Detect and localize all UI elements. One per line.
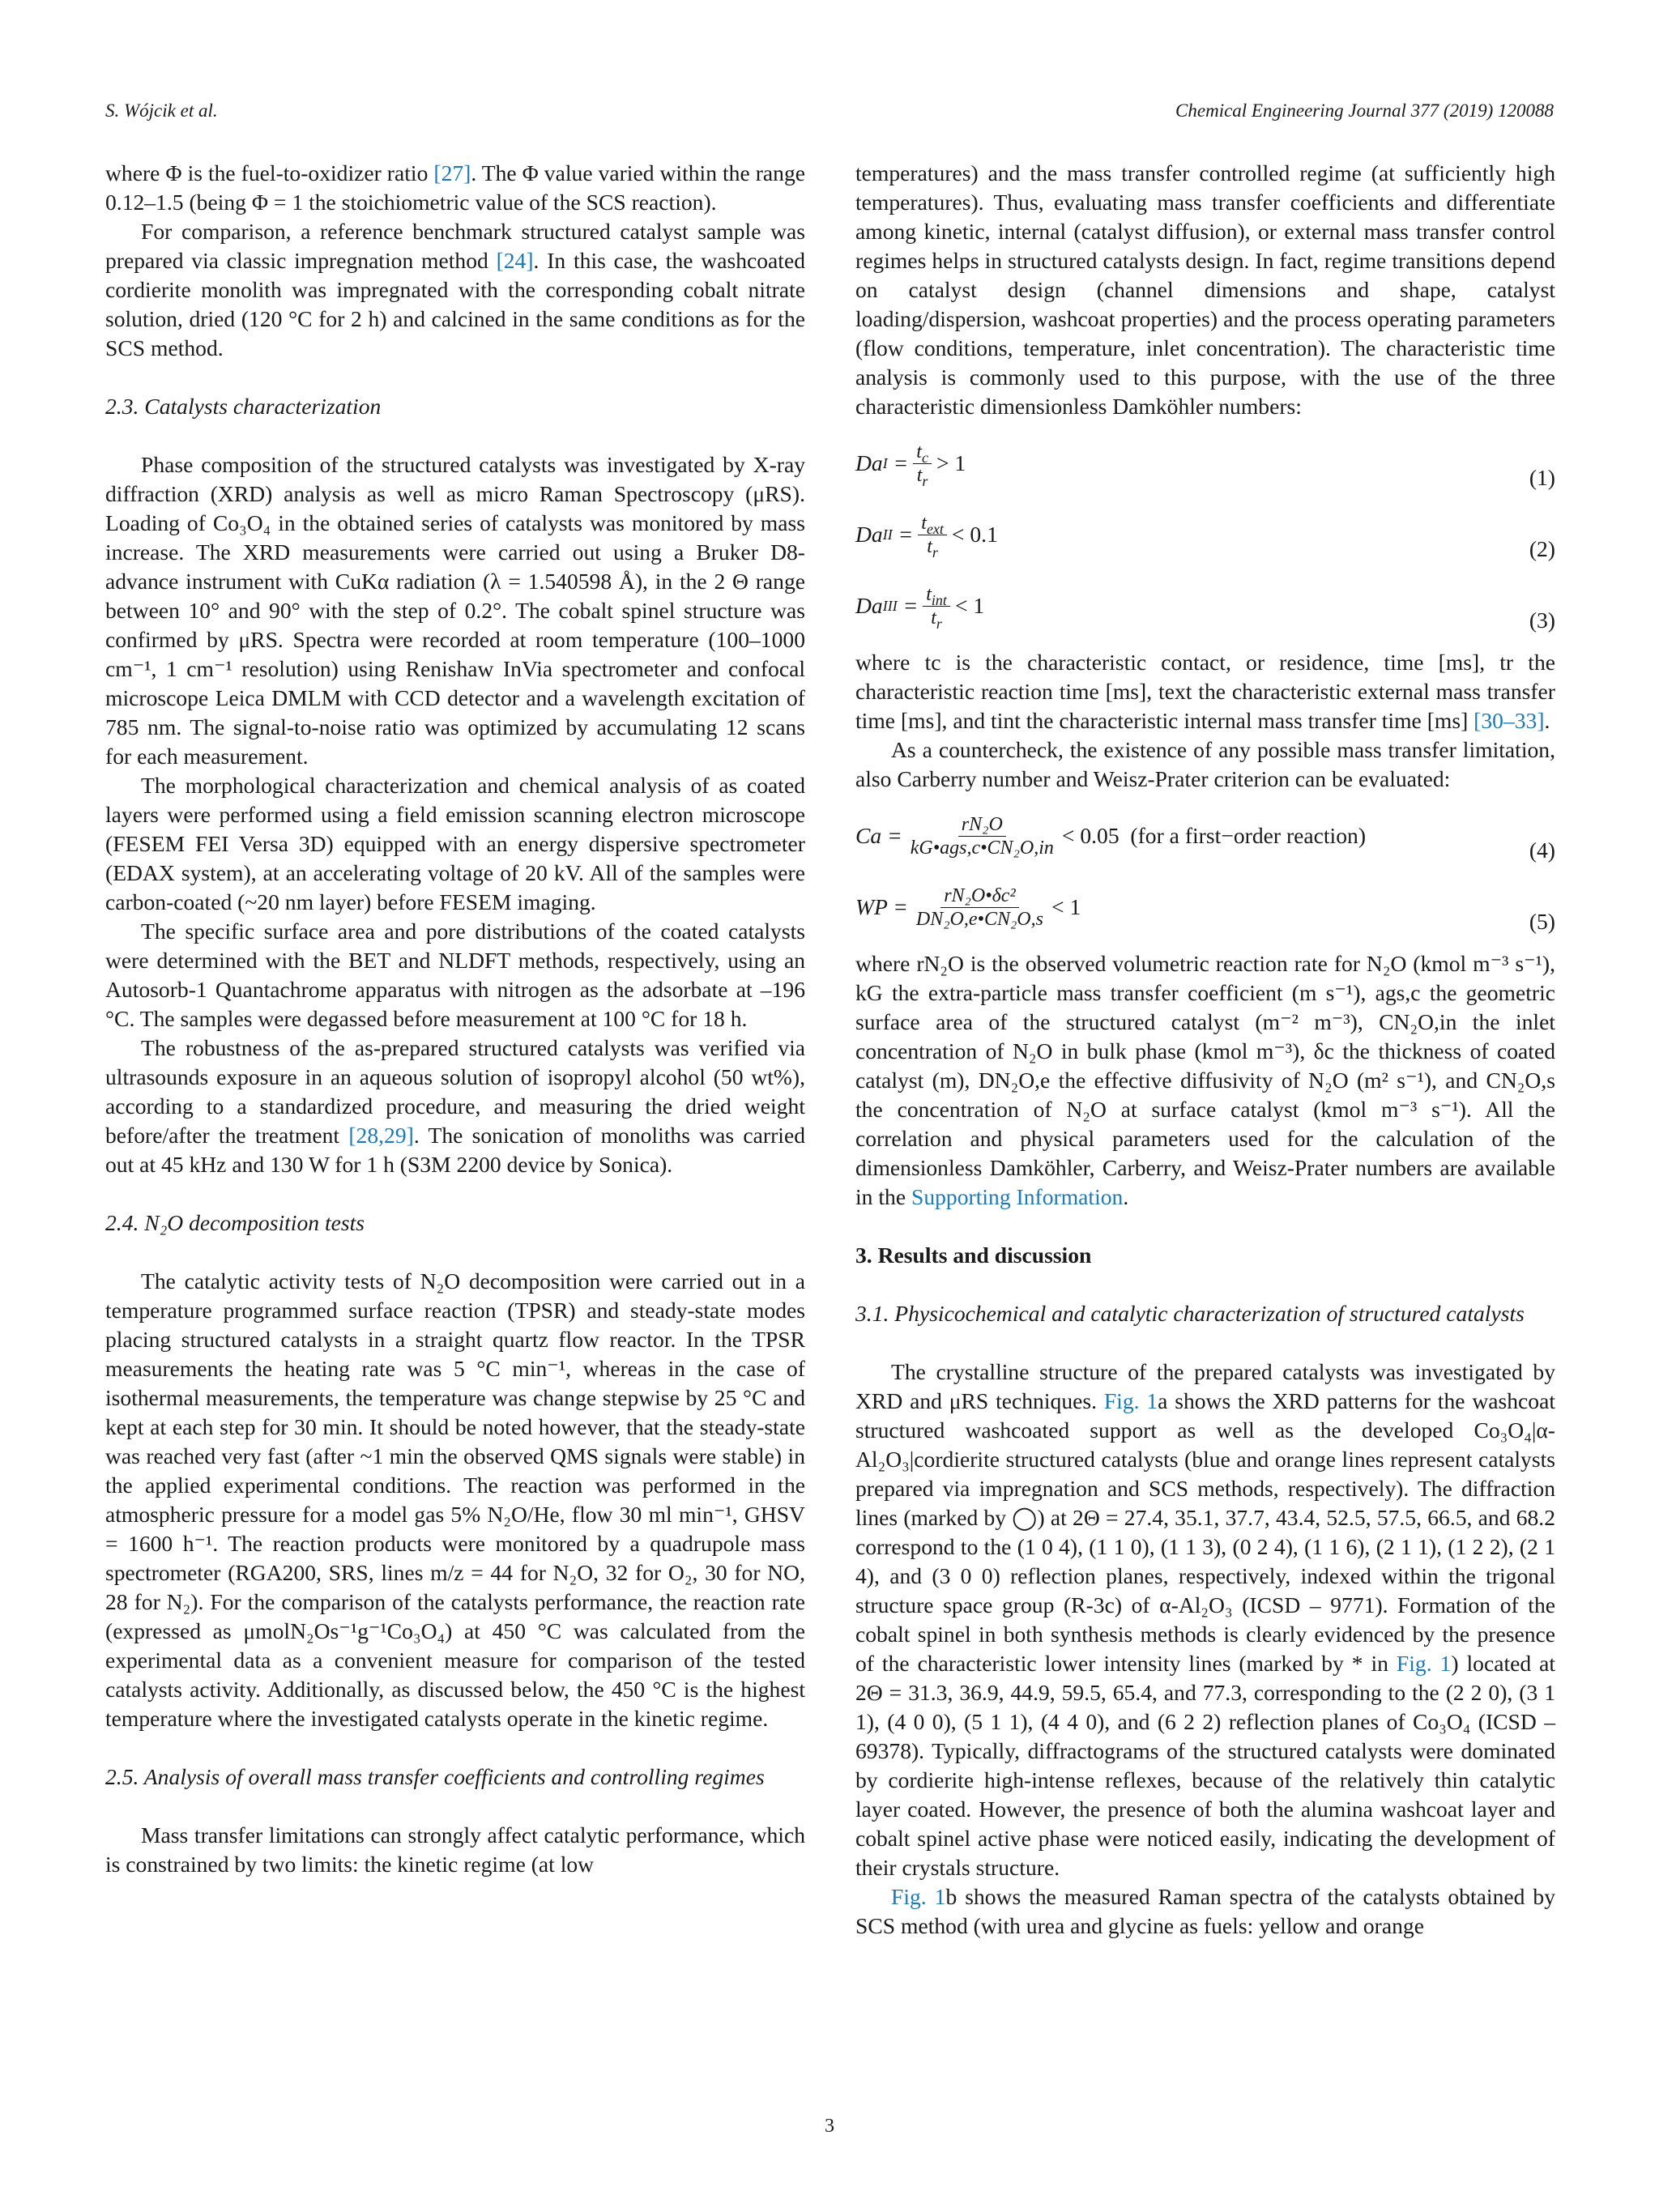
- paragraph: where rN₂O is the observed volumetric reaction rate for N₂O (kmol m⁻³ s⁻¹), kG the extra-particle mass transfer coefficient (m s⁻¹), ags,c the geometric surface area of the structured catalyst (m⁻² m⁻³), CN₂O,in the inlet concentration of N₂O in bulk phase (kmol m⁻³), δc the thickness of coated catalyst (m), DN₂O,e the effective diffusivity of N₂O (m² s⁻¹), and CN₂O,s the concentration of N₂O at surface catalyst (kmol m⁻³ s⁻¹). All the correlation and physical parameters used for the calculation of the dimensionless Damköhler, Carberry, and Weisz-Prater numbers are available in the Supporting Information.: [855, 951, 1555, 1209]
- citation-link[interactable]: [24]: [496, 248, 534, 273]
- left-column: [105, 159, 805, 1879]
- section-heading-3-1: 3.1. Physicochemical and catalytic characterization of structured catalysts: [855, 1301, 1525, 1326]
- section-heading-3: 3. Results and discussion: [855, 1242, 1092, 1268]
- equation-number: (5): [1529, 909, 1555, 934]
- citation-link[interactable]: [30–33]: [1473, 708, 1545, 733]
- paragraph: where Φ is the fuel-to-oxidizer ratio [27]. The Φ value varied within the range 0.12–1.5 (being Φ = 1 the stoichiometric value of the SCS reaction).: [105, 160, 805, 215]
- equation-4: Ca = $\frac{\text{rN₂O}}{\text{kG•ags,c•CN₂O,in}}$ < 0.05 (for a first−order reaction) (4): [855, 807, 1555, 865]
- paragraph: Phase composition of the structured catalysts was investigated by X-ray diffraction (XRD) analysis as well as micro Raman Spectroscopy (μRS). Loading of Co₃O₄ in the obtained series of catalysts was monitored by mass increase. The XRD measurements were carried out using a Bruker D8-advance instrument with CuKα radiation (λ = 1.540598 Å), in the 2 Θ range between 10° and 90° with the step of 0.2°. The cobalt spinel structure was confirmed by μRS. Spectra were recorded at room temperature (100–1000 cm⁻¹, 1 cm⁻¹ resolution) using Renishaw InVia spectrometer and confocal microscope Leica DMLM with CCD detector and a wavelength excitation of 785 nm. The signal-to-noise ratio was optimized by accumulating 12 scans for each measurement.: [105, 452, 805, 769]
- page-number: 3: [825, 2116, 834, 2137]
- citation-link[interactable]: [28,29]: [348, 1123, 414, 1148]
- paragraph: where tc is the characteristic contact, or residence, time [ms], tr the characteristic reaction time [ms], text the characteristic external mass transfer time [ms], and tint the characteristic internal mass transfer time [ms] [30–33].: [855, 650, 1555, 733]
- section-heading-2-4: 2.4. N₂O decomposition tests: [105, 1210, 365, 1235]
- figure-link[interactable]: Fig. 1: [891, 1884, 946, 1909]
- paragraph: As a countercheck, the existence of any possible mass transfer limitation, also Carberry number and Weisz-Prater criterion can be evaluated:: [855, 737, 1555, 791]
- equation-2: Da II = $\frac{t_{ext}}{t_r}$ < 0.1 (2): [855, 505, 1555, 564]
- citation-link[interactable]: [27]: [433, 160, 471, 185]
- paragraph: Fig. 1b shows the measured Raman spectra of the catalysts obtained by SCS method (with urea and glycine as fuels: yellow and orange: [855, 1884, 1555, 1938]
- section-heading-2-3: 2.3. Catalysts characterization: [105, 394, 382, 419]
- equation-1: Da I = $\frac{t_c}{t_r}$ > 1 (1): [855, 434, 1555, 492]
- paragraph: For comparison, a reference benchmark structured catalyst sample was prepared via classic impregnation method [24]. In this case, the washcoated cordierite monolith was impregnated with the corresponding cobalt nitrate solution, dried (120 °C for 2 h) and calcined in the same conditions as for the SCS method.: [105, 219, 805, 360]
- figure-link[interactable]: Fig. 1: [1103, 1388, 1158, 1413]
- right-column: [855, 159, 1555, 1941]
- paragraph: The robustness of the as-prepared structured catalysts was verified via ultrasounds exposure in an aqueous solution of isopropyl alcohol (50 wt%), according to a standardized procedure, and measuring the dried weight before/after the treatment [28,29]. The sonication of monoliths was carried out at 45 kHz and 130 W for 1 h (S3M 2200 device by Sonica).: [105, 1035, 805, 1177]
- paragraph: The catalytic activity tests of N₂O decomposition were carried out in a temperature programmed surface reaction (TPSR) and steady-state modes placing structured catalysts in a straight quartz flow reactor. In the TPSR measurements the heating rate was 5 °C min⁻¹, whereas in the case of isothermal measurements, the temperature was change stepwise by 25 °C and kept at each step for 30 min. It should be noted however, that the steady-state was reached very fast (after ~1 min the observed QMS signals were stable) in the applied experimental conditions. The reaction was performed in the atmospheric pressure for a model gas 5% N₂O/He, flow 30 ml min⁻¹, GHSV = 1600 h⁻¹. The reaction products were monitored by a quadrupole mass spectrometer (RGA200, SRS, lines m/z = 44 for N₂O, 32 for O₂, 30 for NO, 28 for N₂). For the comparison of the catalysts performance, the reaction rate (expressed as μmolN₂Os⁻¹g⁻¹Co₃O₄) at 450 °C was calculated from the experimental data as a convenient measure for comparison of the tested catalysts activity. Additionally, as discussed below, the 450 °C is the highest temperature where the investigated catalysts operate in the kinetic regime.: [105, 1268, 805, 1731]
- equation-5: WP = $\frac{\text{rN₂O•δc²}}{\text{DN₂O,e•CN₂O,s}}$ < 1 (5): [855, 878, 1555, 936]
- running-header: [105, 100, 1554, 133]
- paragraph: Mass transfer limitations can strongly affect catalytic performance, which is constrained by two limits: the kinetic regime (at low: [105, 1822, 805, 1877]
- equation-number: (4): [1529, 837, 1555, 863]
- paragraph: The crystalline structure of the prepared catalysts was investigated by XRD and μRS techniques. Fig. 1a shows the XRD patterns for the washcoat structured washcoated support as well as the developed Co₃O₄|α-Al₂O₃|cordierite structured catalysts (blue and orange lines represent catalysts prepared via impregnation and SCS methods, respectively). The diffraction lines (marked by ◯) at 2Θ = 27.4, 35.1, 37.7, 43.4, 52.5, 57.5, 66.5, and 68.2 correspond to the (1 0 4), (1 1 0), (1 1 3), (0 2 4), (1 1 6), (2 1 1), (1 2 2), (2 1 4), and (3 0 0) reflection planes, respectively, indexed within the trigonal structure space group (R-3c) of α-Al₂O₃ (ICSD – 9771). Formation of the cobalt spinel in both synthesis methods is clearly evidenced by the presence of the characteristic lower intensity lines (marked by * in Fig. 1) located at 2Θ = 31.3, 36.9, 44.9, 59.5, 65.4, and 77.3, corresponding to the (2 2 0), (3 1 1), (4 0 0), (5 1 1), (4 4 0), and (6 2 2) reflection planes of Co₃O₄ (ICSD – 69378). Typically, diffractograms of the structured catalysts were dominated by cordierite high-intense reflexes, because of the relatively thin catalytic layer coated. However, the presence of both the alumina washcoat layer and cobalt spinel active phase were noticed easily, indicating the development of their crystals structure.: [855, 1359, 1556, 1880]
- paragraph: The morphological characterization and chemical analysis of as coated layers were performed using a field emission scanning electron microscope (FESEM FEI Versa 3D) equipped with an energy dispersive spectrometer (EDAX system), at an accelerating voltage of 20 kV. All of the samples were carbon-coated (~20 nm layer) before FESEM imaging.: [105, 773, 805, 914]
- paragraph: The specific surface area and pore distributions of the coated catalysts were determined with the BET and NLDFT methods, respectively, using an Autosorb-1 Quantachrome apparatus with nitrogen as the adsorbate at –196 °C. The samples were degassed before measurement at 100 °C for 18 h.: [105, 918, 805, 1031]
- equation-number: (1): [1529, 465, 1555, 490]
- section-heading-2-5: 2.5. Analysis of overall mass transfer coefficients and controlling regimes: [105, 1764, 765, 1789]
- supporting-information-link[interactable]: Supporting Information: [911, 1184, 1124, 1209]
- equation-number: (3): [1529, 607, 1555, 633]
- header-journal: Chemical Engineering Journal 377 (2019) 120088: [1175, 100, 1554, 121]
- paragraph: temperatures) and the mass transfer controlled regime (at sufficiently high temperatures). Thus, evaluating mass transfer coefficients and differentiate among kinetic, internal (catalyst diffusion), or external mass transfer control regimes helps in structured catalysts design. In fact, regime transitions depend on catalyst design (channel dimensions and shape, catalyst loading/dispersion, washcoat properties) and the process operating parameters (flow conditions, temperature, inlet concentration). The characteristic time analysis is commonly used to this purpose, with the use of the three characteristic dimensionless Damköhler numbers:: [855, 160, 1555, 419]
- equation-3: Da III = $\frac{t_{int}}{t_r}$ < 1 (3): [855, 577, 1555, 635]
- equation-number: (2): [1529, 536, 1555, 561]
- figure-link[interactable]: Fig. 1: [1396, 1651, 1452, 1676]
- header-authors: S. Wójcik et al.: [105, 100, 218, 121]
